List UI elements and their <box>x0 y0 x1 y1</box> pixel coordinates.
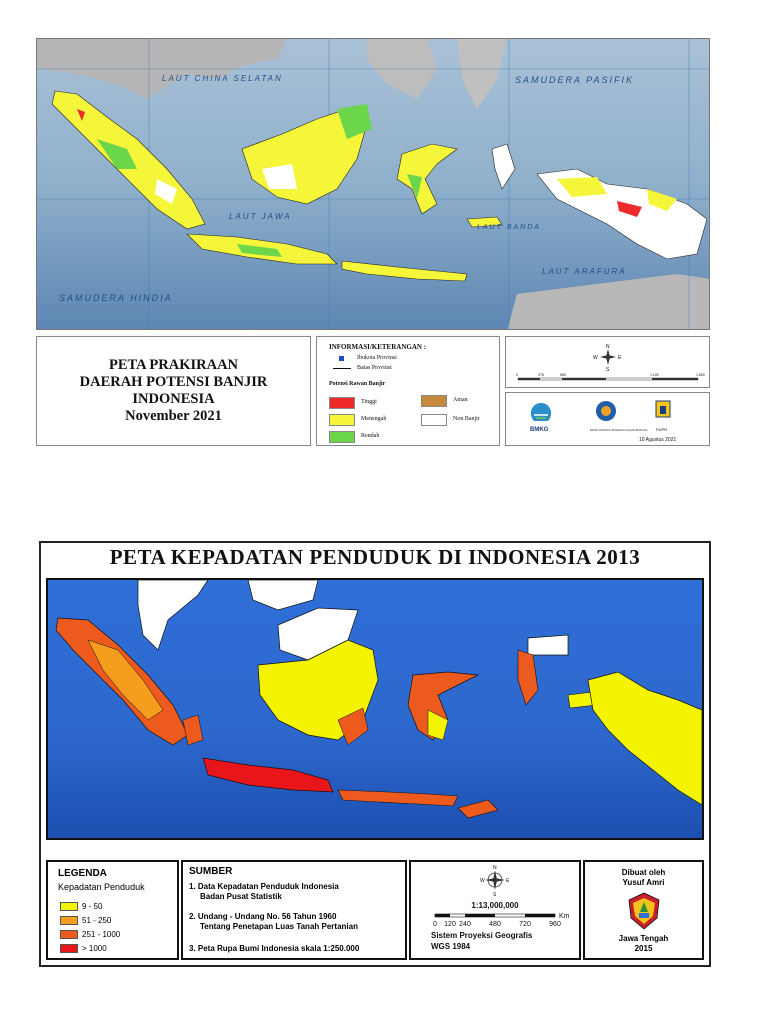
map1-title-line-4: November 2021 <box>125 408 222 424</box>
scale-bar <box>435 914 555 917</box>
source-heading: SUMBER <box>189 866 233 877</box>
label-pacific: SAMUDERA PASIFIK <box>515 75 635 85</box>
author-year: 2015 <box>634 944 653 953</box>
compass-icon <box>480 865 510 898</box>
flood-class-label-3: Aman <box>453 397 468 403</box>
pupr-text: PUPR <box>656 427 668 432</box>
scale-bar <box>518 378 698 380</box>
map1-scale-tick-1: 275 <box>538 373 544 377</box>
population-legend <box>46 860 179 960</box>
compass-n: N <box>606 344 610 350</box>
map2-scale-tick-1: 120 <box>444 921 456 928</box>
label-south-china-sea: LAUT CHINA SELATAN <box>162 74 283 83</box>
flood-swatch-1 <box>329 414 355 426</box>
source-item-1b: Badan Pusat Statistik <box>200 892 282 901</box>
source-item-2: 2. Undang - Undang No. 56 Tahun 1960 <box>189 912 337 921</box>
map1-legend <box>316 336 500 446</box>
scale-ratio: 1:13,000,000 <box>471 901 519 910</box>
legend-subheading: Kepadatan Penduduk <box>58 882 145 892</box>
pupr-logo <box>656 401 670 432</box>
compass-s: S <box>606 367 610 373</box>
density-swatch-2 <box>60 930 78 939</box>
capital-marker-icon <box>339 356 344 361</box>
population-map-title: PETA KEPADATAN PENDUDUK DI INDONESIA 2013 <box>109 545 641 569</box>
scale-box <box>409 860 581 960</box>
compass-icon <box>593 344 622 373</box>
author-place: Jawa Tengah <box>618 934 669 943</box>
compass2-n: N <box>493 865 497 871</box>
map1-scale-box <box>505 336 710 388</box>
boundary-line-icon <box>333 368 351 369</box>
map2-scale-tick-2: 240 <box>459 921 471 928</box>
label-arafura-sea: LAUT ARAFURA <box>542 267 627 276</box>
flood-class-label-2: Rendah <box>361 433 380 439</box>
compass-w: W <box>593 355 598 361</box>
map2-scale-tick-5: 960 <box>549 921 561 928</box>
map2-scale-tick-4: 720 <box>519 921 531 928</box>
flood-swatch-0 <box>329 397 355 409</box>
source-box <box>181 860 407 960</box>
label-banda-sea: LAUT BANDA <box>477 224 541 231</box>
density-class-label-3: > 1000 <box>82 944 107 953</box>
compass-e: E <box>618 355 622 361</box>
map1-title-box <box>36 336 311 446</box>
flood-legend-title: Potensi Rawan Banjir <box>329 381 386 387</box>
density-swatch-0 <box>60 902 78 911</box>
map1-title-line-2: DAERAH POTENSI BANJIR <box>79 374 268 390</box>
density-swatch-1 <box>60 916 78 925</box>
bmkg-text: BMKG <box>530 427 549 433</box>
flood-swatch-3 <box>421 395 447 407</box>
bmkg-logo <box>530 403 551 433</box>
bnpb-logo <box>590 401 648 432</box>
density-class-label-0: 9 - 50 <box>82 902 103 911</box>
flood-swatch-4 <box>421 414 447 426</box>
projection-2: WGS 1984 <box>431 942 471 951</box>
flood-class-label-0: Tinggi <box>361 399 377 405</box>
compass2-s: S <box>493 892 497 898</box>
source-item-3: 3. Peta Rupa Bumi Indonesia skala 1:250.000 <box>189 944 360 953</box>
label-indian-ocean: SAMUDERA HINDIA <box>59 293 173 303</box>
map1-title-line-1: PETA PRAKIRAAN <box>108 357 239 373</box>
capital-label: Ibukota Provinsi <box>357 355 397 361</box>
papua-white-strip <box>528 635 568 655</box>
map1-scale-tick-0: 0 <box>516 373 518 377</box>
map1-date: 10 Agustus 2021 <box>639 437 677 443</box>
compass2-w: W <box>480 878 485 884</box>
projection-1: Sistem Proyeksi Geografis <box>431 931 533 940</box>
source-item-1: 1. Data Kepadatan Penduduk Indonesia <box>189 882 339 891</box>
map1-scale-tick-2: 550 <box>560 373 566 377</box>
map1-scale-tick-4: 1.100 <box>650 373 659 377</box>
map1-scale-tick-5: 1.650 <box>696 373 705 377</box>
flood-potential-map <box>36 38 710 330</box>
map1-legend-title: INFORMASI/KETERANGAN : <box>329 343 427 351</box>
label-java-sea: LAUT JAWA <box>229 212 292 221</box>
density-class-label-1: 51 - 250 <box>82 916 112 925</box>
author-name: Yusuf Amri <box>622 878 665 887</box>
map2-scale-tick-0: 0 <box>433 921 437 928</box>
scale-unit: Km <box>559 913 570 920</box>
author-box <box>583 860 704 960</box>
compass2-e: E <box>506 878 510 884</box>
map2-scale-tick-3: 480 <box>489 921 501 928</box>
flood-class-label-1: Menengah <box>361 416 387 422</box>
map1-logo-box <box>505 392 710 446</box>
density-swatch-3 <box>60 944 78 953</box>
boundary-label: Batas Provinsi <box>357 365 392 371</box>
source-item-2b: Tentang Penetapan Luas Tanah Pertanian <box>200 922 358 931</box>
bnpb-text: BADAN NASIONAL PENANGGULANGAN BENCANA <box>590 429 648 432</box>
map1-title-line-3: INDONESIA <box>132 391 215 407</box>
density-class-label-2: 251 - 1000 <box>82 930 121 939</box>
population-density-map <box>46 578 704 840</box>
flood-class-label-4: Non Banjir <box>453 416 480 422</box>
jawa-tengah-emblem <box>627 892 661 930</box>
made-by: Dibuat oleh <box>621 868 666 877</box>
legend-heading: LEGENDA <box>58 868 107 879</box>
flood-swatch-2 <box>329 431 355 443</box>
